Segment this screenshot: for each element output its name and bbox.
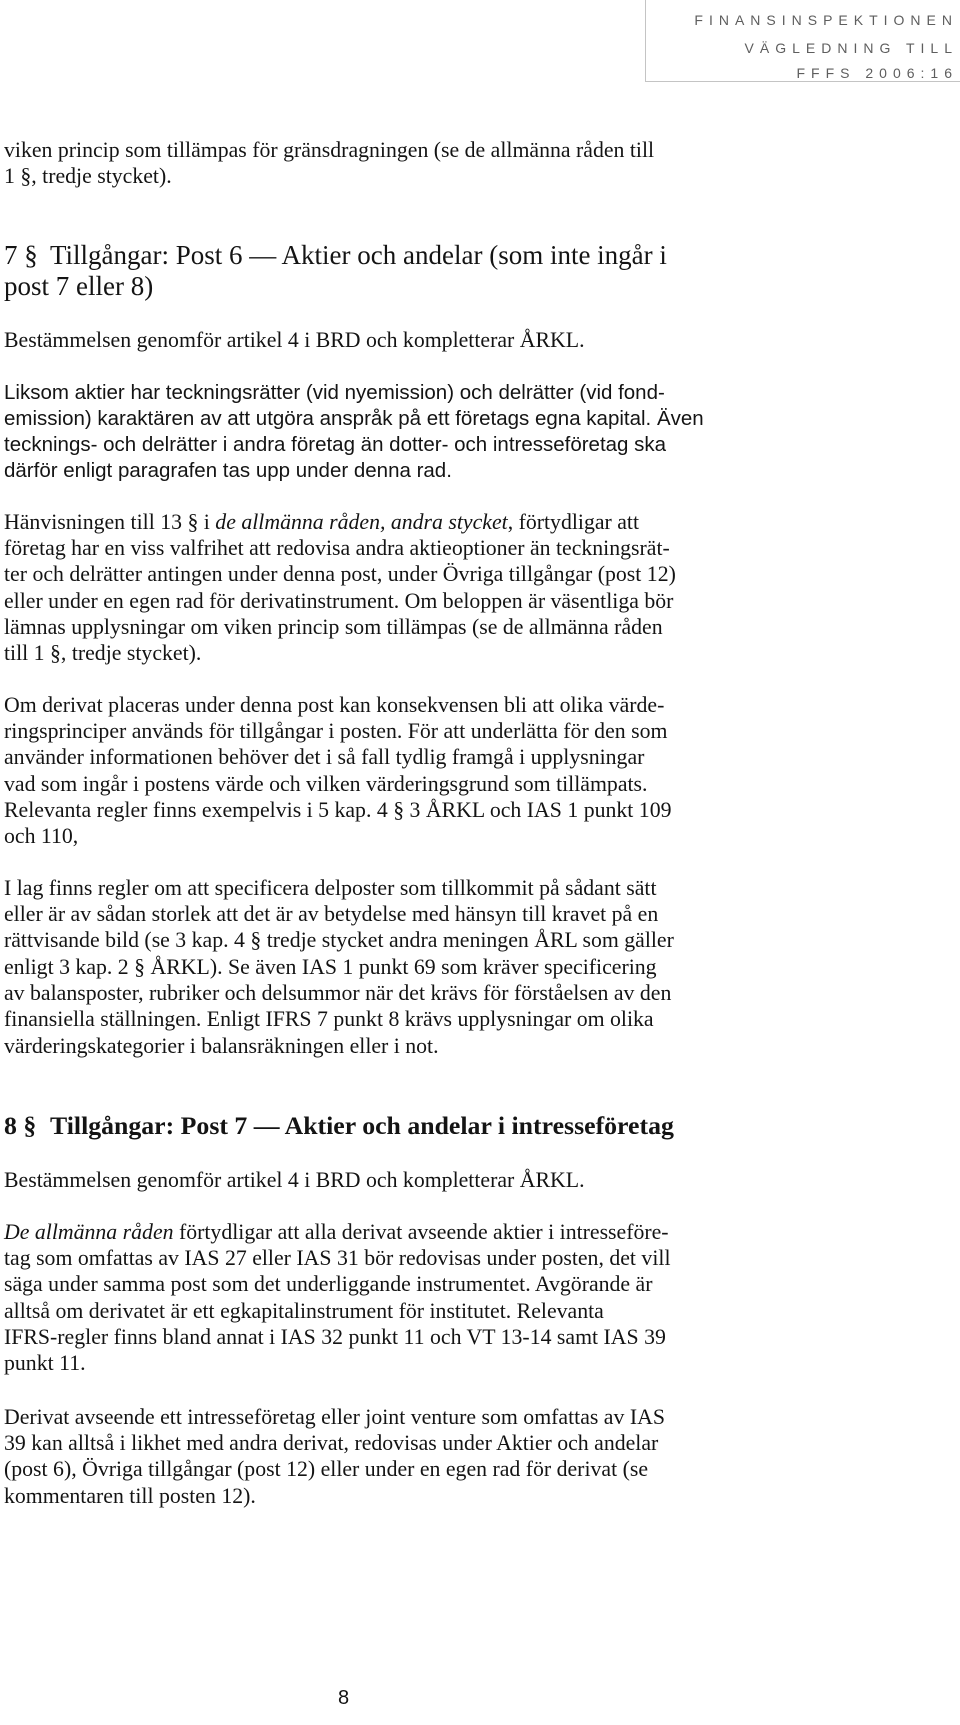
text-line: enligt 3 kap. 2 § ÅRKL). Se även IAS 1 punkt 69 som kräver specificering	[4, 954, 657, 979]
text-line: Bestämmelsen genomför artikel 4 i BRD och kompletterar ÅRKL.	[4, 1167, 585, 1192]
section-7-rights-paragraph	[4, 380, 704, 484]
section-8-implementation	[4, 1167, 585, 1193]
italic-reference: de allmänna råden, andra stycket	[215, 509, 508, 534]
section-number: 7 §	[4, 239, 38, 270]
text-segment: , förtydligar att	[507, 509, 640, 534]
text-line: punkt 11.	[4, 1351, 86, 1376]
continuation-paragraph	[4, 137, 654, 190]
text-line: I lag finns regler om att specificera delposter som tillkommit på sådant sätt	[4, 875, 657, 900]
text-line: 39 kan alltså i likhet med andra derivat, redovisas under Aktier och andelar	[4, 1430, 659, 1455]
italic-reference: De allmänna råden	[4, 1219, 174, 1244]
text-line	[4, 509, 676, 535]
heading-line	[4, 240, 667, 272]
text-line: Om derivat placeras under denna post kan konsekvensen bli att olika värde-	[4, 692, 665, 717]
text-line: Liksom aktier har teckningsrätter (vid nyemission) och delrätter (vid fond-	[4, 381, 665, 404]
header-organization: FINANSINSPEKTIONEN	[694, 11, 958, 28]
text-line: Relevanta regler finns exempelvis i 5 kap. 4 § 3 ÅRKL och IAS 1 punkt 109	[4, 797, 672, 822]
text-line: emission) karaktären av att utgöra anspråk på ett företags egna kapital. Även	[4, 407, 704, 431]
text-line: kommentaren till posten 12).	[4, 1483, 256, 1508]
heading-line	[4, 1110, 674, 1141]
text-line: säga under samma post som det underliggande instrumentet. Avgörande är	[4, 1272, 653, 1297]
text-line: Derivat avseende ett intresseföretag eller joint venture som omfattas av IAS	[4, 1404, 665, 1429]
text-line: ter och delrätter antingen under denna post, under Övriga tillgångar (post 12)	[4, 562, 676, 587]
document-header	[645, 0, 960, 82]
text-line: alltså om derivatet är ett egkapitalinstrument för institutet. Relevanta	[4, 1298, 604, 1323]
text-line: rättvisande bild (se 3 kap. 4 § tredje stycket andra meningen ÅRL som gäller	[4, 928, 674, 953]
text-line: och 110,	[4, 824, 79, 849]
text-line: företag har en viss valfrihet att redovisa andra aktieoptioner än teckningsrät-	[4, 535, 670, 560]
section-7-implementation	[4, 327, 585, 353]
header-reference: FFFS 2006:16	[796, 64, 958, 81]
text-line: till 1 §, tredje stycket).	[4, 641, 202, 666]
text-line: viken princip som tillämpas för gränsdragningen (se de allmänna råden till	[4, 137, 655, 162]
section-number: 8 §	[4, 1111, 37, 1140]
section-title: Tillgångar: Post 7 — Aktier och andelar i intresseföretag	[50, 1111, 674, 1140]
header-document-type: VÄGLEDNING TILL	[744, 39, 958, 56]
page-number: 8	[338, 1687, 350, 1709]
section-8-joint-venture-paragraph	[4, 1404, 665, 1509]
text-line: Bestämmelsen genomför artikel 4 i BRD och kompletterar ÅRKL.	[4, 327, 585, 352]
section-7-law-paragraph	[4, 875, 674, 1059]
section-7-heading	[4, 240, 667, 303]
text-segment: Hänvisningen till 13 § i	[4, 509, 216, 534]
text-line: av balansposter, rubriker och delsummor när det krävs för förståelsen av den	[4, 980, 672, 1005]
section-8-heading	[4, 1110, 674, 1141]
text-line: eller under en egen rad för derivatinstrument. Om beloppen är väsentliga bör	[4, 588, 674, 613]
text-line: därför enligt paragrafen tas upp under denna rad.	[4, 459, 452, 483]
text-line: lämnas upplysningar om viken princip som tillämpas (se de allmänna råden	[4, 614, 663, 639]
section-7-derivative-paragraph	[4, 692, 672, 850]
heading-line: post 7 eller 8)	[4, 271, 154, 301]
section-title: Tillgångar: Post 6 — Aktier och andelar (som inte ingår i	[50, 239, 667, 270]
text-line: 1 §, tredje stycket).	[4, 163, 172, 188]
text-line: värderingskategorier i balansräkningen eller i not.	[4, 1033, 439, 1058]
text-segment: förtydligar att alla derivat avseende aktier i intresseföre-	[173, 1219, 669, 1244]
text-line: IFRS-regler finns bland annat i IAS 32 punkt 11 och VT 13-14 samt IAS 39	[4, 1324, 666, 1349]
text-line: tecknings- och delrätter i andra företag än dotter- och intresseföretag ska	[4, 433, 667, 457]
text-line: ringsprinciper används för tillgångar i posten. För att underlätta för den som	[4, 718, 668, 743]
text-line: vad som ingår i postens värde och vilken värderingsgrund som tillämpats.	[4, 771, 648, 796]
text-line: använder informationen behöver det i så fall tydlig framgå i upplysningar	[4, 745, 645, 770]
text-line	[4, 1219, 671, 1245]
text-line: finansiella ställningen. Enligt IFRS 7 punkt 8 krävs upplysningar om olika	[4, 1007, 654, 1032]
text-line: (post 6), Övriga tillgångar (post 12) eller under en egen rad för derivat (se	[4, 1457, 648, 1482]
section-8-guidance-paragraph	[4, 1219, 671, 1377]
section-7-reference-paragraph	[4, 509, 676, 667]
text-line: tag som omfattas av IAS 27 eller IAS 31 bör redovisas under posten, det vill	[4, 1245, 671, 1270]
text-line: eller är av sådan storlek att det är av betydelse med hänsyn till kravet på en	[4, 901, 659, 926]
